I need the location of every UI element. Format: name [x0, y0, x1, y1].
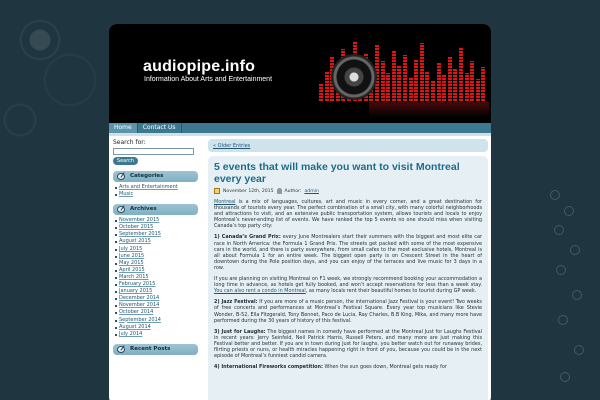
- recent-posts-title-text: Recent Posts: [130, 345, 171, 352]
- sidebar: [113, 137, 197, 355]
- equalizer-bar: [403, 55, 407, 101]
- search-input[interactable]: [113, 148, 194, 155]
- archive-link[interactable]: May 2015: [115, 260, 197, 267]
- archive-link[interactable]: April 2015: [115, 267, 197, 274]
- equalizer-bar: [420, 43, 424, 101]
- post: [208, 156, 488, 400]
- search-label: Search for:: [113, 139, 146, 146]
- equalizer-bar: [409, 77, 413, 101]
- nav-home[interactable]: Home: [109, 123, 137, 133]
- archive-link[interactable]: July 2014: [115, 331, 197, 338]
- item-heading: 4) International Fireworks competition:: [214, 364, 323, 371]
- equalizer-bar: [459, 47, 463, 101]
- paragraph: [214, 299, 482, 323]
- main-content: [208, 137, 491, 400]
- montreal-link[interactable]: Montreal: [214, 199, 236, 205]
- categories-title-text: Categories: [130, 173, 164, 179]
- equalizer-bar: [453, 69, 457, 101]
- equalizer-bar: [319, 83, 323, 101]
- paragraph-text: If you are planning on visiting Montreal on F1 week, we strongly recommend booking your accommodation a long time in advance, as hotels get fully booked, and won’t accept reservations for less than a week stay.: [214, 276, 482, 289]
- paragraph: [214, 329, 482, 359]
- site-title[interactable]: audiopipe.info: [143, 58, 256, 75]
- archive-link[interactable]: January 2015: [115, 288, 197, 295]
- paragraph-text: , as many locals rent their beautiful homes to tourist during GP week.: [305, 288, 477, 295]
- search-button[interactable]: Search: [113, 157, 138, 165]
- archive-link[interactable]: September 2015: [115, 231, 197, 238]
- archive-link[interactable]: October 2014: [115, 309, 197, 316]
- post-date: November 12th, 2015: [223, 188, 274, 194]
- archive-link[interactable]: June 2015: [115, 253, 197, 260]
- archive-link[interactable]: February 2015: [115, 281, 197, 288]
- categories-list: [113, 184, 197, 198]
- equalizer-bar: [442, 75, 446, 101]
- paragraph-text: is a mix of languages, cultures, art and music in every corner, and a great destination for thousands of tourists every year. The perfect combination of a small city, with many colorful neighborhoods and attractions to visit, and an extensive public transportation system, allows tourists and locals to enjoy Montreal’s never-ending list of events. We have ranked the top 5 events no one should miss when visiting Canada’s top party city:: [214, 199, 482, 230]
- post-title[interactable]: 5 events that will make you want to visit Montreal every year: [214, 161, 460, 185]
- category-link[interactable]: Music: [115, 191, 197, 198]
- equalizer-bar: [448, 57, 452, 101]
- archive-link[interactable]: September 2014: [115, 317, 197, 324]
- condo-link[interactable]: You can also rent a condo in Montreal: [214, 288, 306, 295]
- archive-link[interactable]: November 2014: [115, 302, 197, 309]
- equalizer-bar: [392, 51, 396, 101]
- category-link[interactable]: Arts and Entertainment: [115, 184, 197, 191]
- main-nav: [109, 123, 491, 133]
- equalizer-bar: [325, 71, 329, 101]
- paragraph: [214, 364, 482, 370]
- categories-widget-title: [113, 171, 198, 182]
- paragraph-text: When the sun goes down, Montreal gets ready for: [322, 364, 447, 371]
- background-ornament-right: [490, 0, 600, 400]
- header-reflection: [369, 102, 489, 118]
- equalizer-bar: [465, 73, 469, 101]
- archives-title-text: Archives: [130, 206, 157, 213]
- paragraph-text: If you are more of a music person, the international Jazz Festival is your event! Two weeks of free concerts and performances at Montreal’s Festival Square. Every year top musicians like Stevie Wonder, B-52, Ella Fitzgerald, Tony Bennet, Paco de Lucia, Ray Charles, B.B King, Mika, and many more have performed during the 30 years of history of this festival.: [214, 299, 482, 324]
- page-container: [109, 24, 491, 400]
- nav-contact-us[interactable]: Contact Us: [142, 124, 176, 131]
- note-icon: [117, 346, 125, 353]
- equalizer-bar: [431, 81, 435, 101]
- equalizer-bar: [414, 59, 418, 101]
- pagination-box: [208, 139, 488, 152]
- equalizer-bar: [481, 67, 485, 101]
- paragraph-text: every June Montrealers start their summers with the biggest and most elite car race in North America: the Formula 1 Grand Prix. The streets get packed with some of the most expensive cars in the world, and there is party everywhere, from small cafes to the most exclusive hotels, Montreal is all about Formula 1 for an entire week. The biggest open party is on Crescent Street in the heart of downtown during the Pole position days, and you can enjoy of the terraces and live music for 3 days in a row.: [214, 234, 482, 271]
- item-heading: 1) Canada’s Grand Prix:: [214, 234, 281, 241]
- archives-list: [113, 217, 197, 338]
- nav-divider: [181, 123, 182, 133]
- site-header: [109, 24, 491, 123]
- archive-link[interactable]: August 2014: [115, 324, 197, 331]
- equalizer-bar: [425, 71, 429, 101]
- archive-link[interactable]: July 2015: [115, 246, 197, 253]
- archive-link[interactable]: December 2014: [115, 295, 197, 302]
- nav-underline: [109, 133, 491, 136]
- note-icon: [117, 206, 125, 213]
- paragraph: [214, 276, 482, 294]
- site-tagline: Information About Arts and Entertainment: [144, 76, 273, 83]
- archive-link[interactable]: November 2015: [115, 217, 197, 224]
- user-icon: [277, 188, 282, 194]
- archive-link[interactable]: October 2015: [115, 224, 197, 231]
- paragraph: [214, 234, 482, 271]
- author-label: Author:: [284, 188, 302, 194]
- equalizer-bar: [470, 61, 474, 101]
- equalizer-bar: [381, 61, 385, 101]
- archive-link[interactable]: March 2015: [115, 274, 197, 281]
- equalizer-bar: [397, 65, 401, 101]
- item-heading: 2) Jazz Festival:: [214, 299, 258, 306]
- paragraph: [214, 199, 482, 229]
- equalizer-bar: [386, 73, 390, 101]
- older-entries-link[interactable]: « Older Entries: [213, 143, 251, 149]
- background-ornament-left: [0, 0, 110, 400]
- equalizer-bar: [476, 79, 480, 101]
- author-link[interactable]: admin: [304, 188, 319, 194]
- item-heading: 3) Just for Laughs:: [214, 328, 266, 335]
- post-meta: [214, 188, 482, 194]
- archives-widget-title: [113, 204, 198, 215]
- speaker-icon: [331, 54, 377, 100]
- archive-link[interactable]: August 2015: [115, 238, 197, 245]
- note-icon: [117, 173, 125, 180]
- calendar-icon: [214, 188, 220, 194]
- recent-posts-widget-title: [113, 344, 198, 355]
- post-body: [214, 199, 482, 370]
- paragraph-text: The biggest names in comedy have performed at the Montreal Just for Laughs Festival in recent years: Jerry Seinfeld, Neil Patrick Harris, Russell Peters, and many more are just making this Festival better and better. If you are in town during Just for laughs, you better watch out for runaway brides, flirting priests or nuns, or health miracles happening right in front of you, because you could be in the next episode of Montreal’s funniest candid camera.: [214, 328, 482, 360]
- equalizer-bar: [437, 63, 441, 101]
